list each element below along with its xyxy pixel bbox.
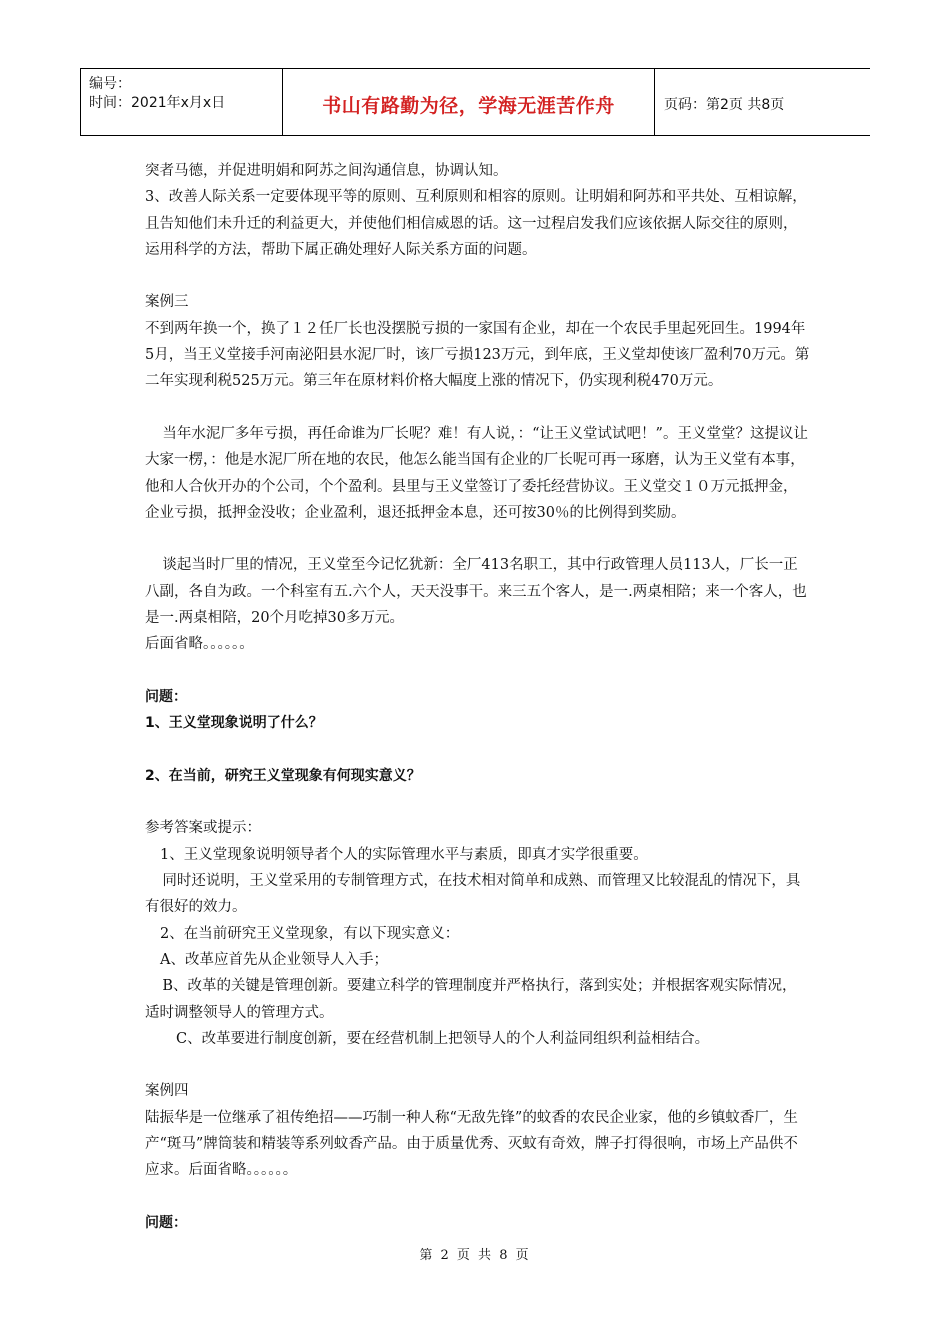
page-header bbox=[80, 68, 870, 136]
answer-item: 1、王义堂现象说明领导者个人的实际管理水平与素质，即真才实学很重要。 bbox=[160, 846, 648, 863]
section-title: 案例三 bbox=[145, 294, 189, 311]
paragraph: 当年水泥厂多年亏损，再任命谁为厂长呢？难！有人说，：“让王义堂试试吧！”。王义堂堂？这提议让大家一楞，：他是水泥厂所在地的农民，他怎么能当国有企业的厂长呢可再一琢磨，认为王义堂有本事，他和人合伙开办的个公司，个个盈利。县里与王义堂签订了委托经营协议。王义堂交１０万元抵押金，企业亏损，抵押金没收；企业盈利，退还抵押金本息，还可按30％的比例得到奖励。 bbox=[145, 425, 808, 521]
answer-item: B、改革的关键是管理创新。要建立科学的管理制度并严格执行，落到实处；并根据客观实际情况，适时调整领导人的管理方式。 bbox=[145, 978, 797, 1021]
paragraph: 3、改善人际关系一定要体现平等的原则、互利原则和相容的原则。让明娟和阿苏和平共处、互相谅解，且告知他们未升迁的利益更大，并使他们相信威恩的话。这一过程启发我们应该依据人际交往的原则，运用科学的方法，帮助下属正确处理好人际关系方面的问题。 bbox=[145, 189, 807, 258]
header-divider bbox=[282, 69, 283, 135]
answer-item: C、改革要进行制度创新，要在经营机制上把领导人的个人利益同组织利益相结合。 bbox=[176, 1030, 710, 1047]
answer-heading: 参考答案或提示： bbox=[145, 820, 261, 837]
page-footer: 第 2 页 共 8 页 bbox=[419, 1248, 531, 1263]
paragraph: 突者马德，并促进明娟和阿苏之间沟通信息，协调认知。 bbox=[145, 163, 508, 179]
header-time: 时间：2021年x月x日 bbox=[89, 95, 226, 111]
header-number: 编号： bbox=[89, 76, 131, 92]
answer-item: 2、在当前研究王义堂现象，有以下现实意义： bbox=[160, 925, 460, 942]
header-divider bbox=[80, 69, 81, 135]
header-divider bbox=[654, 69, 655, 135]
answer-item: A、改革应首先从企业领导人入手； bbox=[160, 951, 388, 968]
paragraph: 陆振华是一位继承了祖传绝招——巧制一种人称“无敌先锋”的蚊香的农民企业家，他的乡镇蚊香厂，生产“斑马”牌筒装和精装等系列蚊香产品。由于质量优秀、灭蚊有奇效，牌子打得很响，市场上产品供不应求。后面省略。。。。。。 bbox=[145, 1109, 798, 1179]
paragraph: 不到两年换一个，换了１２任厂长也没摆脱亏损的一家国有企业，却在一个农民手里起死回生。1994年5月，当王义堂接手河南泌阳县水泥厂时，该厂亏损123万元，到年底，王义堂却使该厂盈利70万元。第二年实现利税525万元。第三年在原材料价格大幅度上涨的情况下，仍实现利税470万元。 bbox=[145, 320, 810, 390]
paragraph: 谈起当时厂里的情况，王义堂至今记忆犹新：全厂413名职工，其中行政管理人员113人，厂长一正八副，各自为政。一个科室有五.六个人，天天没事干。来三五个客人，是一.两桌相陪；来一个客人，也是一.两桌相陪，20个月吃掉30多万元。 bbox=[145, 557, 807, 627]
header-page-info: 页码：第2页 共8页 bbox=[664, 97, 785, 113]
paragraph: 后面省略。。。。。。 bbox=[145, 636, 254, 653]
header-motto: 书山有路勤为径，学海无涯苦作舟 bbox=[322, 95, 615, 117]
question-heading: 问题： bbox=[145, 688, 187, 705]
question-item: 2、在当前，研究王义堂现象有何现实意义？ bbox=[145, 767, 421, 784]
answer-item: 同时还说明，王义堂采用的专制管理方式，在技术相对简单和成熟、而管理又比较混乱的情况下，具有很好的效力。 bbox=[145, 873, 801, 916]
question-item: 1、王义堂现象说明了什么？ bbox=[145, 715, 323, 732]
header-meta bbox=[89, 75, 225, 113]
section-title: 案例四 bbox=[145, 1083, 189, 1100]
document-body bbox=[145, 158, 810, 1236]
question-heading: 问题： bbox=[145, 1214, 187, 1231]
